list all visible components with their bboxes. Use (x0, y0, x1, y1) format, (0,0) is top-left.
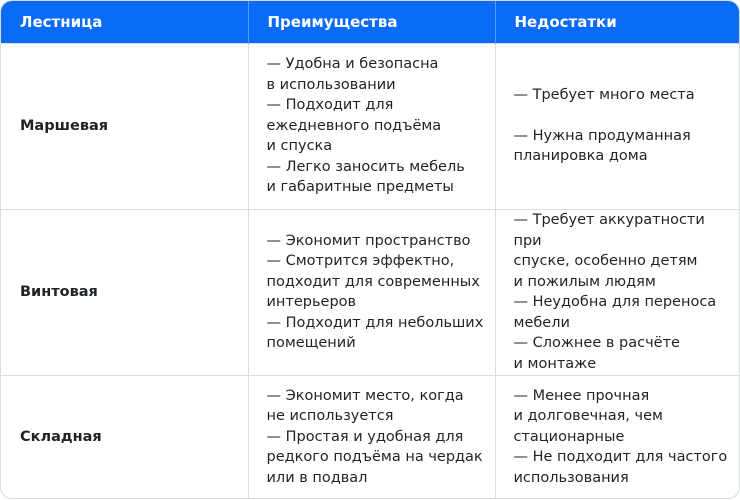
cons-cell (495, 209, 739, 375)
row-name-spiral: Винтовая (1, 209, 248, 375)
header-disadvantages: Недостатки (495, 1, 739, 43)
list-item: — Простая и удобная для редкого подъёма на чердак или в подвал (266, 428, 483, 486)
list-item: — Сложнее в расчёте и монтаже (513, 335, 680, 372)
pros-cell (248, 375, 495, 498)
list-item: — Неудобна для переноса мебели (513, 294, 717, 331)
list-item: — Экономит место, когда не используется (266, 387, 464, 424)
cons-cell (495, 43, 739, 209)
stairs-comparison-table (1, 1, 739, 498)
list-item: — Экономит пространство (266, 232, 471, 249)
pros-cell (248, 43, 495, 209)
table-row (1, 375, 739, 498)
list-item: — Менее прочная и долговечная, чем стационарные (513, 387, 663, 445)
table-header-row (1, 1, 739, 43)
list-item: — Требует много места (513, 87, 695, 104)
list-item: — Требует аккуратности при спуске, особенно детям и пожилым людям (513, 212, 705, 290)
pros-cell (248, 209, 495, 375)
cons-cell (495, 375, 739, 498)
list-item: — Подходит для ежедневного подъёма и спуска (266, 97, 442, 155)
row-name-folding: Складная (1, 375, 248, 498)
list-item: — Подходит для небольших помещений (266, 314, 484, 351)
list-item: — Нужна продуманная планировка дома (513, 127, 691, 165)
list-item: — Удобна и безопасна в использовании (266, 56, 439, 93)
table-row (1, 209, 739, 375)
header-advantages: Преимущества (248, 1, 495, 43)
list-item: — Легко заносить мебель и габаритные предметы (266, 158, 465, 196)
list-item: — Смотрится эффектно, подходит для современных интерьеров (266, 253, 480, 310)
header-stair-type: Лестница (20, 12, 103, 31)
row-name-marching: Маршевая (1, 43, 248, 209)
table-row (1, 43, 739, 209)
list-item: — Не подходит для частого использования (513, 449, 728, 486)
